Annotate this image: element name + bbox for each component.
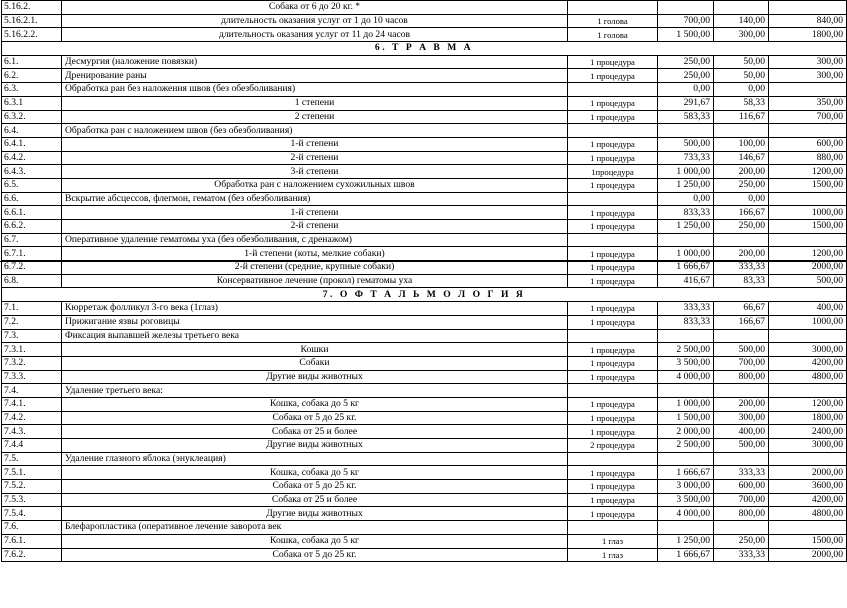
price-base bbox=[658, 452, 714, 466]
price-base: 0,00 bbox=[658, 192, 714, 206]
unit-of-measure: 1 процедура bbox=[568, 110, 658, 124]
price-base: 416,67 bbox=[658, 274, 714, 288]
price-vat: 200,00 bbox=[714, 165, 769, 179]
table-row bbox=[2, 507, 847, 521]
price-base: 4 000,00 bbox=[658, 370, 714, 384]
price-vat: 700,00 bbox=[714, 356, 769, 370]
unit-of-measure: 1 процедура bbox=[568, 397, 658, 411]
price-total: 3000,00 bbox=[769, 439, 847, 453]
price-table bbox=[1, 0, 847, 562]
price-total: 1800,00 bbox=[769, 411, 847, 425]
price-total: 1200,00 bbox=[769, 397, 847, 411]
service-name: 2-й степени (средние, крупные собаки) bbox=[62, 261, 568, 275]
service-name: Собаки bbox=[62, 356, 568, 370]
table-row bbox=[2, 206, 847, 220]
unit-of-measure bbox=[568, 1, 658, 15]
table-row bbox=[2, 233, 847, 247]
table-row bbox=[2, 124, 847, 138]
service-number: 5.16.2.1. bbox=[2, 14, 62, 28]
price-vat bbox=[714, 124, 769, 138]
price-base: 333,33 bbox=[658, 302, 714, 316]
price-base bbox=[658, 124, 714, 138]
service-name: Собака от 25 и более bbox=[62, 425, 568, 439]
price-vat bbox=[714, 452, 769, 466]
table-row bbox=[2, 110, 847, 124]
service-number: 5.16.2.2. bbox=[2, 28, 62, 42]
service-name: Другие виды животных bbox=[62, 439, 568, 453]
price-total: 3600,00 bbox=[769, 480, 847, 494]
price-base: 0,00 bbox=[658, 83, 714, 97]
service-name: Кошка, собака до 5 кг bbox=[62, 534, 568, 548]
unit-of-measure bbox=[568, 452, 658, 466]
unit-of-measure bbox=[568, 233, 658, 247]
price-base: 1 000,00 bbox=[658, 247, 714, 261]
unit-of-measure: 1 процедура bbox=[568, 274, 658, 288]
service-number: 6.7. bbox=[2, 233, 62, 247]
service-name: Обработка ран без наложения швов (без обезболивания) bbox=[62, 83, 568, 97]
price-vat: 500,00 bbox=[714, 439, 769, 453]
price-base: 700,00 bbox=[658, 14, 714, 28]
unit-of-measure: 1 процедура bbox=[568, 247, 658, 261]
price-base bbox=[658, 1, 714, 15]
price-total: 2000,00 bbox=[769, 548, 847, 562]
service-name: Кошка, собака до 5 кг bbox=[62, 466, 568, 480]
price-base: 833,33 bbox=[658, 315, 714, 329]
price-vat bbox=[714, 233, 769, 247]
service-number: 7.4.4 bbox=[2, 439, 62, 453]
price-vat: 600,00 bbox=[714, 480, 769, 494]
price-base: 3 000,00 bbox=[658, 480, 714, 494]
price-total: 1500,00 bbox=[769, 534, 847, 548]
service-number: 7.3.2. bbox=[2, 356, 62, 370]
service-number: 7.3. bbox=[2, 329, 62, 343]
price-base: 4 000,00 bbox=[658, 507, 714, 521]
service-number: 7.5.2. bbox=[2, 480, 62, 494]
price-vat: 333,33 bbox=[714, 466, 769, 480]
table-row bbox=[2, 96, 847, 110]
scan-crease-line bbox=[0, 261, 847, 262]
price-total bbox=[769, 384, 847, 398]
unit-of-measure: 1 процедура bbox=[568, 507, 658, 521]
unit-of-measure: 1 процедура bbox=[568, 370, 658, 384]
price-total: 4200,00 bbox=[769, 493, 847, 507]
price-vat: 200,00 bbox=[714, 247, 769, 261]
service-number: 7.6.2. bbox=[2, 548, 62, 562]
price-total bbox=[769, 233, 847, 247]
service-name: 2-й степени bbox=[62, 151, 568, 165]
price-base: 1 000,00 bbox=[658, 397, 714, 411]
service-name: Удаление третьего века: bbox=[62, 384, 568, 398]
price-total bbox=[769, 521, 847, 535]
table-row bbox=[2, 14, 847, 28]
service-number: 7.5. bbox=[2, 452, 62, 466]
table-row bbox=[2, 521, 847, 535]
price-vat: 58,33 bbox=[714, 96, 769, 110]
price-base: 1 500,00 bbox=[658, 28, 714, 42]
unit-of-measure: 1 процедура bbox=[568, 356, 658, 370]
table-row bbox=[2, 1, 847, 15]
service-number: 6.4.1. bbox=[2, 137, 62, 151]
price-base: 583,33 bbox=[658, 110, 714, 124]
table-row bbox=[2, 151, 847, 165]
table-row bbox=[2, 343, 847, 357]
unit-of-measure bbox=[568, 329, 658, 343]
price-base: 1 250,00 bbox=[658, 178, 714, 192]
table-row bbox=[2, 220, 847, 234]
service-number: 7.5.3. bbox=[2, 493, 62, 507]
service-number: 7.6. bbox=[2, 521, 62, 535]
price-total bbox=[769, 329, 847, 343]
unit-of-measure: 1 процедура bbox=[568, 315, 658, 329]
service-number: 6.7.2. bbox=[2, 261, 62, 275]
price-base: 1 666,67 bbox=[658, 261, 714, 275]
service-number: 6.3.2. bbox=[2, 110, 62, 124]
price-vat: 166,67 bbox=[714, 206, 769, 220]
service-name: Прижигание язвы роговицы bbox=[62, 315, 568, 329]
table-row bbox=[2, 480, 847, 494]
price-total bbox=[769, 452, 847, 466]
service-name: длительность оказания услуг от 11 до 24 часов bbox=[62, 28, 568, 42]
price-total: 600,00 bbox=[769, 137, 847, 151]
service-number: 6.2. bbox=[2, 69, 62, 83]
price-vat: 700,00 bbox=[714, 493, 769, 507]
service-name: Фиксация выпавшей железы третьего века bbox=[62, 329, 568, 343]
table-row bbox=[2, 247, 847, 261]
service-number: 7.4.3. bbox=[2, 425, 62, 439]
price-vat: 300,00 bbox=[714, 411, 769, 425]
table-row bbox=[2, 83, 847, 97]
price-base: 733,33 bbox=[658, 151, 714, 165]
price-vat: 50,00 bbox=[714, 69, 769, 83]
unit-of-measure: 1 процедура bbox=[568, 69, 658, 83]
table-row bbox=[2, 452, 847, 466]
service-number: 7.3.3. bbox=[2, 370, 62, 384]
price-total bbox=[769, 192, 847, 206]
table-row bbox=[2, 261, 847, 275]
price-base: 3 500,00 bbox=[658, 356, 714, 370]
service-name: Кошка, собака до 5 кг bbox=[62, 397, 568, 411]
service-name: 2 степени bbox=[62, 110, 568, 124]
service-name: Консервативное лечение (прокол) гематомы уха bbox=[62, 274, 568, 288]
price-table-body bbox=[2, 1, 847, 562]
price-base bbox=[658, 521, 714, 535]
service-name: 1-й степени (коты, мелкие собаки) bbox=[62, 247, 568, 261]
service-number: 6.3. bbox=[2, 83, 62, 97]
price-vat bbox=[714, 521, 769, 535]
service-number: 7.4.2. bbox=[2, 411, 62, 425]
price-vat: 0,00 bbox=[714, 192, 769, 206]
service-number: 6.4.3. bbox=[2, 165, 62, 179]
price-vat bbox=[714, 329, 769, 343]
service-number: 6.4. bbox=[2, 124, 62, 138]
service-name: 1-й степени bbox=[62, 206, 568, 220]
table-row bbox=[2, 548, 847, 562]
price-base: 1 250,00 bbox=[658, 220, 714, 234]
service-name: Десмургия (наложение повязки) bbox=[62, 55, 568, 69]
price-base: 500,00 bbox=[658, 137, 714, 151]
unit-of-measure: 1 процедура bbox=[568, 220, 658, 234]
service-number: 6.7.1. bbox=[2, 247, 62, 261]
service-number: 5.16.2. bbox=[2, 1, 62, 15]
price-total: 1000,00 bbox=[769, 315, 847, 329]
service-number: 7.4.1. bbox=[2, 397, 62, 411]
service-number: 6.1. bbox=[2, 55, 62, 69]
service-name: Обработка ран с наложением швов (без обезболивания) bbox=[62, 124, 568, 138]
price-total: 1500,00 bbox=[769, 220, 847, 234]
price-vat: 200,00 bbox=[714, 397, 769, 411]
price-base bbox=[658, 233, 714, 247]
service-name: 3-й степени bbox=[62, 165, 568, 179]
price-total bbox=[769, 124, 847, 138]
unit-of-measure: 1 глаз bbox=[568, 534, 658, 548]
price-base: 3 500,00 bbox=[658, 493, 714, 507]
price-total: 1200,00 bbox=[769, 247, 847, 261]
section-header-row bbox=[2, 288, 847, 302]
price-base: 2 500,00 bbox=[658, 343, 714, 357]
price-vat: 800,00 bbox=[714, 507, 769, 521]
service-name: Удаление глазного яблока (энуклеация) bbox=[62, 452, 568, 466]
service-number: 7.5.1. bbox=[2, 466, 62, 480]
unit-of-measure: 1 процедура bbox=[568, 425, 658, 439]
service-name: Собака от 5 до 25 кг. bbox=[62, 411, 568, 425]
price-vat: 333,33 bbox=[714, 548, 769, 562]
price-vat: 250,00 bbox=[714, 220, 769, 234]
price-vat: 140,00 bbox=[714, 14, 769, 28]
service-name: Кюрретаж фолликул 3-го века (1глаз) bbox=[62, 302, 568, 316]
service-number: 6.3.1 bbox=[2, 96, 62, 110]
price-base: 291,67 bbox=[658, 96, 714, 110]
unit-of-measure: 1 голова bbox=[568, 28, 658, 42]
unit-of-measure: 1 процедура bbox=[568, 261, 658, 275]
price-vat: 500,00 bbox=[714, 343, 769, 357]
unit-of-measure: 2 процедура bbox=[568, 439, 658, 453]
section-title: 7. О Ф Т А Л Ь М О Л О Г И Я bbox=[2, 288, 847, 302]
service-name: 1 степени bbox=[62, 96, 568, 110]
table-row bbox=[2, 302, 847, 316]
price-base: 833,33 bbox=[658, 206, 714, 220]
price-vat: 166,67 bbox=[714, 315, 769, 329]
service-number: 7.1. bbox=[2, 302, 62, 316]
price-base: 1 000,00 bbox=[658, 165, 714, 179]
section-header-row bbox=[2, 42, 847, 56]
service-number: 6.8. bbox=[2, 274, 62, 288]
price-total: 1800,00 bbox=[769, 28, 847, 42]
service-name: Собака от 5 до 25 кг. bbox=[62, 548, 568, 562]
price-total: 1200,00 bbox=[769, 165, 847, 179]
price-base: 2 000,00 bbox=[658, 425, 714, 439]
table-row bbox=[2, 274, 847, 288]
service-name: Собака от 6 до 20 кг. * bbox=[62, 1, 568, 15]
service-number: 6.5. bbox=[2, 178, 62, 192]
unit-of-measure: 1 процедура bbox=[568, 151, 658, 165]
unit-of-measure: 1 процедура bbox=[568, 96, 658, 110]
table-row bbox=[2, 178, 847, 192]
price-total: 300,00 bbox=[769, 55, 847, 69]
unit-of-measure: 1 процедура bbox=[568, 55, 658, 69]
unit-of-measure: 1 процедура bbox=[568, 480, 658, 494]
service-name: Собака от 5 до 25 кг. bbox=[62, 480, 568, 494]
unit-of-measure: 1 процедура bbox=[568, 466, 658, 480]
price-vat: 66,67 bbox=[714, 302, 769, 316]
price-total: 4200,00 bbox=[769, 356, 847, 370]
price-base: 1 500,00 bbox=[658, 411, 714, 425]
service-name: Кошки bbox=[62, 343, 568, 357]
price-vat: 146,67 bbox=[714, 151, 769, 165]
service-number: 7.3.1. bbox=[2, 343, 62, 357]
table-row bbox=[2, 370, 847, 384]
price-total: 400,00 bbox=[769, 302, 847, 316]
unit-of-measure: 1 процедура bbox=[568, 137, 658, 151]
table-row bbox=[2, 411, 847, 425]
price-vat bbox=[714, 1, 769, 15]
table-row bbox=[2, 69, 847, 83]
price-vat: 333,33 bbox=[714, 261, 769, 275]
price-total bbox=[769, 83, 847, 97]
price-base bbox=[658, 384, 714, 398]
service-name: Оперативное удаление гематомы уха (без обезболивания, с дренажом) bbox=[62, 233, 568, 247]
service-name: Дренирование раны bbox=[62, 69, 568, 83]
unit-of-measure bbox=[568, 384, 658, 398]
table-row bbox=[2, 55, 847, 69]
service-number: 6.6.1. bbox=[2, 206, 62, 220]
table-row bbox=[2, 315, 847, 329]
price-total: 880,00 bbox=[769, 151, 847, 165]
price-total: 4800,00 bbox=[769, 370, 847, 384]
unit-of-measure bbox=[568, 124, 658, 138]
price-total: 700,00 bbox=[769, 110, 847, 124]
service-name: Другие виды животных bbox=[62, 507, 568, 521]
unit-of-measure bbox=[568, 192, 658, 206]
table-row bbox=[2, 137, 847, 151]
price-total: 500,00 bbox=[769, 274, 847, 288]
table-row bbox=[2, 534, 847, 548]
unit-of-measure: 1 процедура bbox=[568, 302, 658, 316]
price-base: 250,00 bbox=[658, 55, 714, 69]
table-row bbox=[2, 439, 847, 453]
table-row bbox=[2, 425, 847, 439]
price-base: 2 500,00 bbox=[658, 439, 714, 453]
price-base: 250,00 bbox=[658, 69, 714, 83]
service-name: Вскрытие абсцессов, флегмон, гематом (без обезболивания) bbox=[62, 192, 568, 206]
price-total: 2000,00 bbox=[769, 466, 847, 480]
service-name: Другие виды животных bbox=[62, 370, 568, 384]
table-row bbox=[2, 165, 847, 179]
service-name: Обработка ран с наложением сухожильных швов bbox=[62, 178, 568, 192]
price-vat: 100,00 bbox=[714, 137, 769, 151]
unit-of-measure bbox=[568, 521, 658, 535]
price-vat: 300,00 bbox=[714, 28, 769, 42]
table-row bbox=[2, 356, 847, 370]
service-name: Собака от 25 и более bbox=[62, 493, 568, 507]
price-vat: 50,00 bbox=[714, 55, 769, 69]
price-vat bbox=[714, 384, 769, 398]
unit-of-measure: 1 глаз bbox=[568, 548, 658, 562]
price-vat: 250,00 bbox=[714, 178, 769, 192]
unit-of-measure bbox=[568, 83, 658, 97]
price-vat: 400,00 bbox=[714, 425, 769, 439]
price-total: 1500,00 bbox=[769, 178, 847, 192]
table-row bbox=[2, 192, 847, 206]
section-title: 6. Т Р А В М А bbox=[2, 42, 847, 56]
unit-of-measure: 1 процедура bbox=[568, 178, 658, 192]
price-total: 3000,00 bbox=[769, 343, 847, 357]
service-number: 7.2. bbox=[2, 315, 62, 329]
service-name: длительность оказания услуг от 1 до 10 часов bbox=[62, 14, 568, 28]
price-total: 300,00 bbox=[769, 69, 847, 83]
price-total: 2400,00 bbox=[769, 425, 847, 439]
service-name: Блефаропластика (оперативное лечение заворота век bbox=[62, 521, 568, 535]
price-total bbox=[769, 1, 847, 15]
service-number: 6.6.2. bbox=[2, 220, 62, 234]
service-name: 2-й степени bbox=[62, 220, 568, 234]
price-base: 1 666,67 bbox=[658, 466, 714, 480]
price-vat: 0,00 bbox=[714, 83, 769, 97]
service-number: 6.6. bbox=[2, 192, 62, 206]
price-total: 350,00 bbox=[769, 96, 847, 110]
service-number: 7.5.4. bbox=[2, 507, 62, 521]
price-total: 1000,00 bbox=[769, 206, 847, 220]
service-name: 1-й степени bbox=[62, 137, 568, 151]
unit-of-measure: 1процедура bbox=[568, 165, 658, 179]
table-row bbox=[2, 466, 847, 480]
service-number: 6.4.2. bbox=[2, 151, 62, 165]
table-row bbox=[2, 28, 847, 42]
table-row bbox=[2, 329, 847, 343]
price-base bbox=[658, 329, 714, 343]
unit-of-measure: 1 процедура bbox=[568, 411, 658, 425]
table-row bbox=[2, 493, 847, 507]
price-base: 1 666,67 bbox=[658, 548, 714, 562]
price-vat: 250,00 bbox=[714, 534, 769, 548]
table-row bbox=[2, 397, 847, 411]
service-number: 7.4. bbox=[2, 384, 62, 398]
price-total: 2000,00 bbox=[769, 261, 847, 275]
price-vat: 83,33 bbox=[714, 274, 769, 288]
unit-of-measure: 1 процедура bbox=[568, 493, 658, 507]
price-vat: 116,67 bbox=[714, 110, 769, 124]
price-vat: 800,00 bbox=[714, 370, 769, 384]
price-total: 840,00 bbox=[769, 14, 847, 28]
price-total: 4800,00 bbox=[769, 507, 847, 521]
unit-of-measure: 1 процедура bbox=[568, 343, 658, 357]
unit-of-measure: 1 голова bbox=[568, 14, 658, 28]
service-number: 7.6.1. bbox=[2, 534, 62, 548]
unit-of-measure: 1 процедура bbox=[568, 206, 658, 220]
table-row bbox=[2, 384, 847, 398]
price-base: 1 250,00 bbox=[658, 534, 714, 548]
